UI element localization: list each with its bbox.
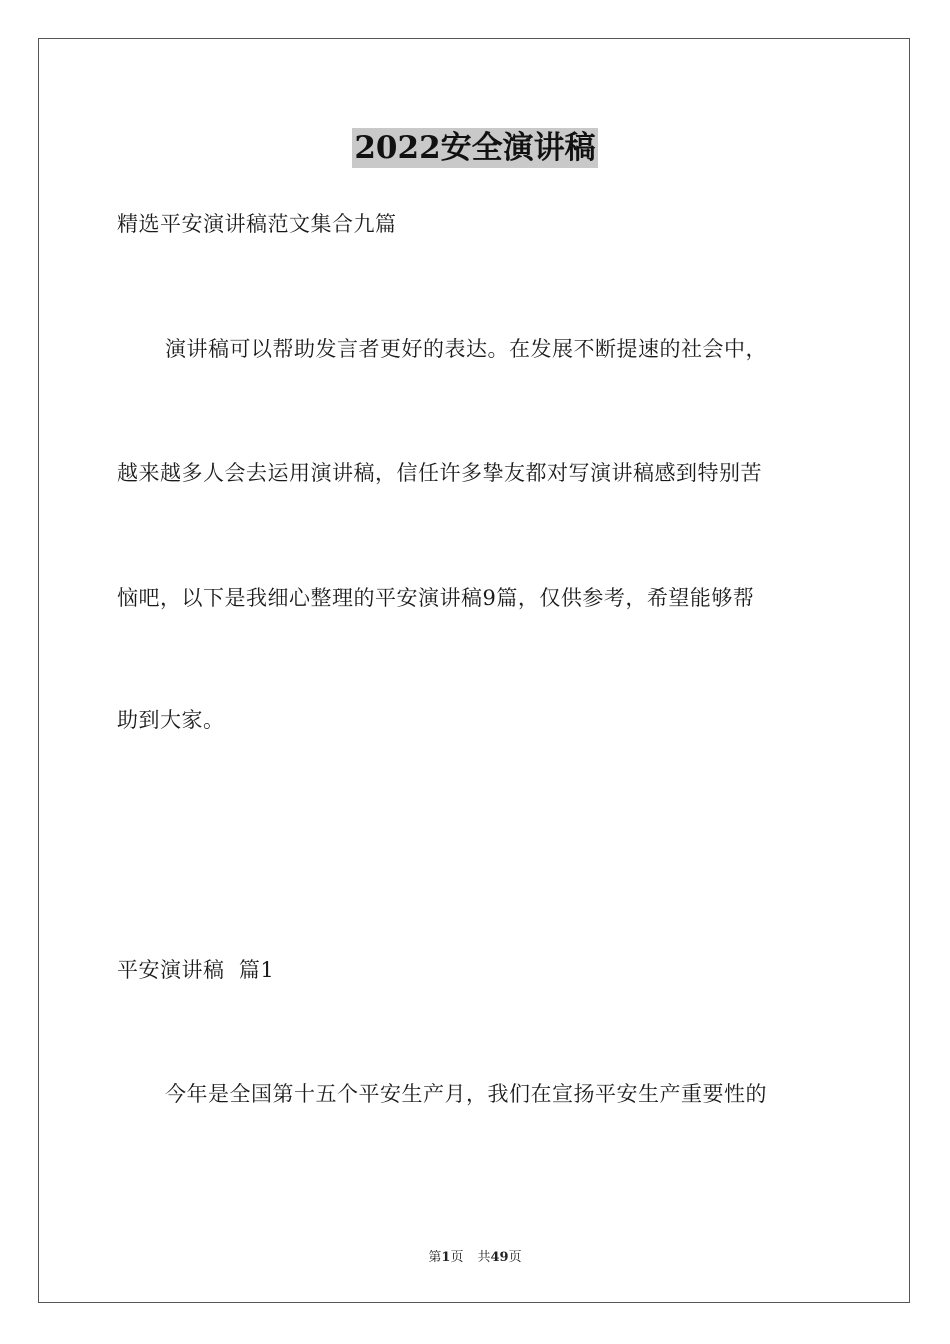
intro-line-2: 越来越多人会去运用演讲稿，信任许多挚友都对写演讲稿感到特别苦 <box>117 461 762 485</box>
footer-page-suffix: 页 <box>450 1250 464 1265</box>
footer-total-suffix: 页 <box>508 1250 522 1265</box>
document-subtitle: 精选平安演讲稿范文集合九篇 <box>117 212 397 236</box>
section-heading: 平安演讲稿 篇1 <box>117 958 275 982</box>
footer-current-page: 1 <box>441 1250 451 1265</box>
intro-line-3: 恼吧，以下是我细心整理的平安演讲稿9篇，仅供参考，希望能够帮 <box>117 586 755 610</box>
section-first-line: 今年是全国第十五个平安生产月，我们在宣扬平安生产重要性的 <box>165 1082 767 1106</box>
intro-line-4: 助到大家。 <box>117 708 225 732</box>
title-container <box>0 128 950 168</box>
intro-line-1: 演讲稿可以帮助发言者更好的表达。在发展不断提速的社会中， <box>165 337 767 361</box>
footer-page-prefix: 第 <box>428 1250 442 1265</box>
page-footer <box>0 1246 950 1265</box>
footer-total-prefix: 共 <box>477 1250 491 1265</box>
document-title: 2022安全演讲稿 <box>354 130 596 166</box>
footer-total-pages: 49 <box>490 1250 509 1265</box>
